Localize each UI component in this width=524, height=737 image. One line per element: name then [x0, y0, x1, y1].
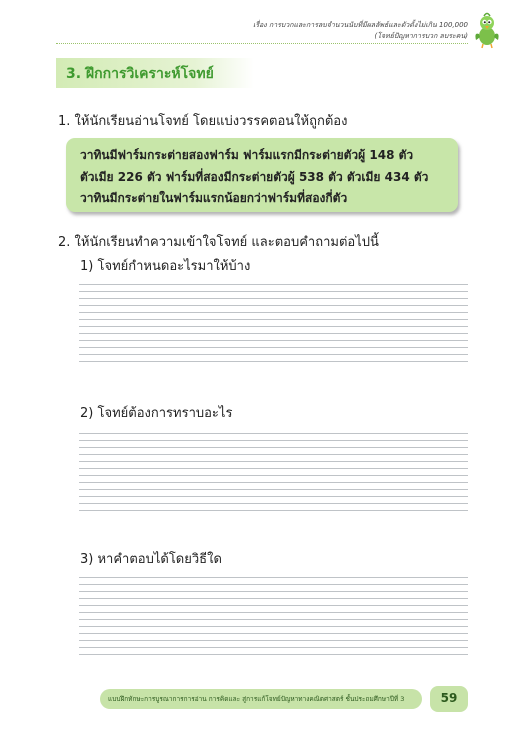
page-number: 59: [440, 691, 458, 705]
header-title: [253, 20, 468, 42]
sub-question-3: 3) หาคำตอบได้โดยวิธีใด: [80, 552, 222, 567]
question-2: 2. ให้นักเรียนทำความเข้าใจโจทย์ และตอบคำถามต่อไปนี้: [58, 235, 379, 250]
question-1: 1. ให้นักเรียนอ่านโจทย์ โดยแบ่งวรรคตอนให้ถูกต้อง: [58, 114, 348, 129]
answer-lines-1[interactable]: [79, 284, 468, 364]
story-line-2: ตัวเมีย 226 ตัว ฟาร์มที่สองมีกระต่ายตัวผู้ 538 ตัว ตัวเมีย 434 ตัว: [80, 170, 429, 184]
sub-question-2: 2) โจทย์ต้องการทราบอะไร: [80, 406, 233, 421]
story-line-1: วาทินมีฟาร์มกระต่ายสองฟาร์ม ฟาร์มแรกมีกระต่ายตัวผู้ 148 ตัว: [80, 148, 414, 162]
section-title: 3. ฝึกการวิเคราะห์โจทย์: [66, 66, 214, 82]
answer-lines-3[interactable]: [79, 577, 468, 659]
story-line-3: วาทินมีกระต่ายในฟาร์มแรกน้อยกว่าฟาร์มที่สองกี่ตัว: [80, 191, 348, 205]
answer-lines-2[interactable]: [79, 433, 468, 513]
footer-text: แบบฝึกทักษะการบูรณาการการอ่าน การคิดและ สู่การแก้โจทย์ปัญหาทางคณิตศาสตร์ ชั้นประถมศึกษาปีที่ 3: [108, 695, 405, 703]
header-line-2: (โจทย์ปัญหาการบวก ลบระคน): [374, 32, 468, 40]
bird-mascot-icon: [472, 10, 502, 50]
sub-question-1: 1) โจทย์กำหนดอะไรมาให้บ้าง: [80, 259, 251, 274]
header-divider: [56, 43, 468, 44]
header-line-1: เรื่อง การบวกและการลบจำนวนนับที่มีผลลัพธ์และตัวตั้งไม่เกิน 100,000: [252, 21, 468, 29]
